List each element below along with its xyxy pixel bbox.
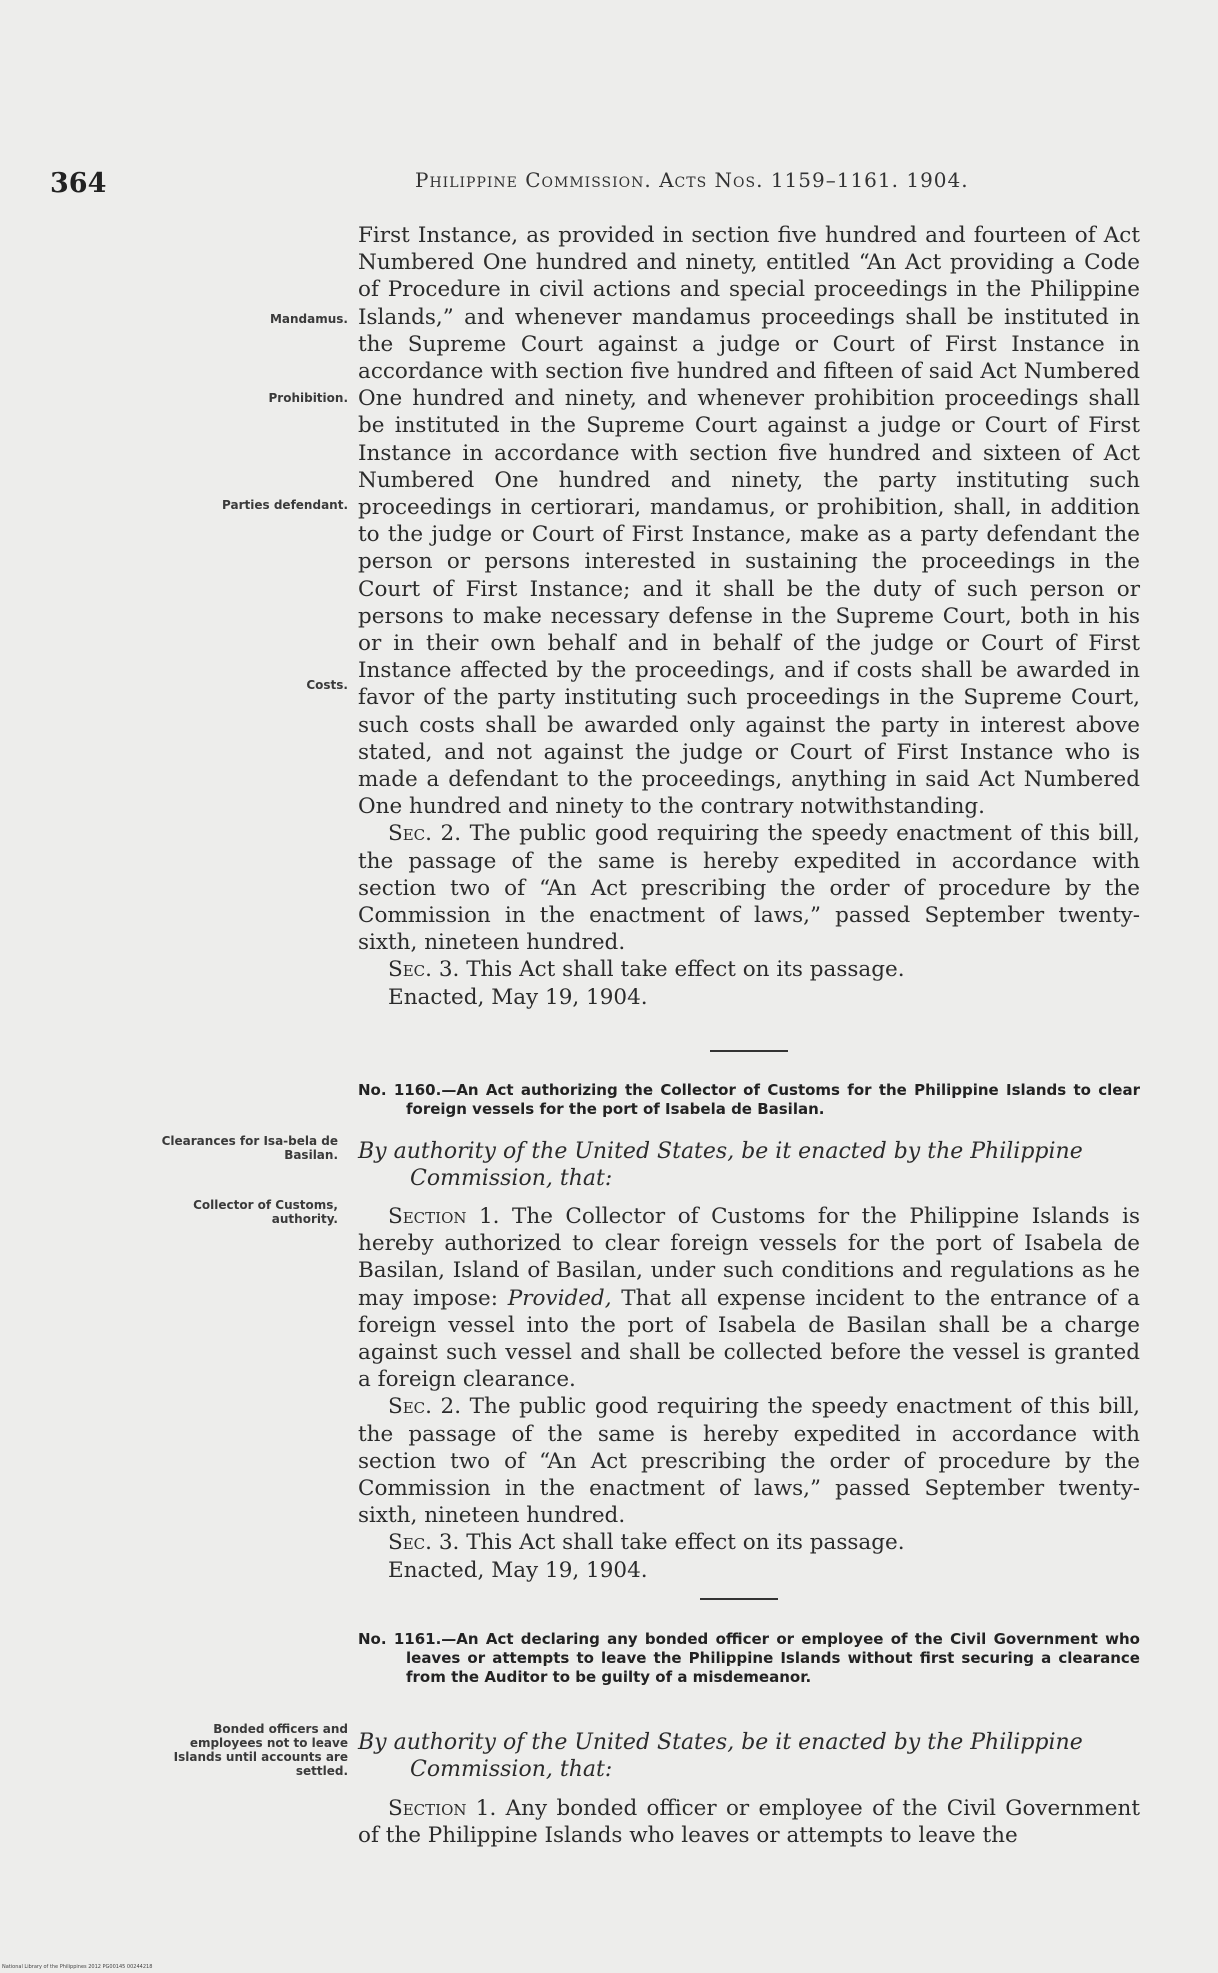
enacting-line-1: By authority of the United States, be it enacted by the Philippine bbox=[358, 1139, 1083, 1164]
sec-label: Section 1. bbox=[388, 1204, 500, 1229]
margin-note-costs: Costs. bbox=[306, 678, 348, 692]
margin-note-bonded: Bonded officers and employees not to leave Islands until accounts are settled. bbox=[173, 1722, 348, 1778]
footer-credit: National Library of the Philippines 2012 PG00145 00244218 bbox=[2, 1964, 153, 1970]
act-1160-heading bbox=[358, 1081, 1140, 1119]
act-1159-sec-2 bbox=[358, 820, 1140, 956]
sec-label: Sec. 3. bbox=[388, 1530, 460, 1556]
page-number: 364 bbox=[50, 168, 107, 199]
enacting-line-2: Commission, that: bbox=[410, 1757, 613, 1782]
sec-text: The public good requiring the speedy enactment of this bill, the passage of the same is hereby expedited in accordance with section two of “An Act prescribing the order of procedure by the Commission in the enactment of laws,” passed September twenty-sixth, nineteen hundred. bbox=[358, 1394, 1140, 1529]
enacting-line-1: By authority of the United States, be it enacted by the Philippine bbox=[358, 1730, 1083, 1755]
act-1159-sec-3 bbox=[358, 956, 1140, 983]
act-1160-body bbox=[358, 1203, 1140, 1584]
margin-note-prohibition: Prohibition. bbox=[268, 391, 348, 405]
act-1159-body bbox=[358, 222, 1140, 1011]
sec-text: That all expense incident to the entrance of a foreign vessel into the port of Isabela de Basilan shall be a charge against such vessel and shall be collected before the vessel is granted a foreign clearance. bbox=[358, 1285, 1140, 1393]
section-divider bbox=[710, 1050, 788, 1052]
sec-text: The public good requiring the speedy enactment of this bill, the passage of the same is hereby expedited in accordance with section two of “An Act prescribing the order of procedure by the Commission in the enactment of laws,” passed September twenty-sixth, nineteen hundred. bbox=[358, 821, 1140, 956]
act-1161-heading-text: No. 1161.—An Act declaring any bonded officer or employee of the Civil Government who leaves or attempts to leave the Philippine Islands without first securing a clearance from the Auditor to be guilty of a misdemeanor. bbox=[358, 1630, 1140, 1686]
act-1160-enacted: Enacted, May 19, 1904. bbox=[388, 1557, 648, 1583]
act-1160-heading-text: No. 1160.—An Act authorizing the Collector of Customs for the Philippine Islands to clear foreign vessels for the port of Isabela de Basilan. bbox=[358, 1081, 1140, 1118]
act-1159-para-1: First Instance, as provided in section five hundred and fourteen of Act Numbered One hundred and ninety, entitled “An Act providing a Code of Procedure in civil actions and special proceedings in the Philippine Islands,” and whenever mandamus proceedings shall be instituted in the Supreme Court against a judge or Court of First Instance in accordance with section five hundred and fifteen of said Act Numbered One hundred and ninety, and whenever prohibition proceedings shall be instituted in the Supreme Court against a judge or Court of First Instance in accordance with section five hundred and sixteen of Act Numbered One hundred and ninety, the party instituting such proceedings in certiorari, mandamus, or prohibition, shall, in addition to the judge or Court of First Instance, make as a party defendant the person or persons interested in sustaining the proceedings in the Court of First Instance; and it shall be the duty of such person or persons to make necessary defense in the Supreme Court, both in his or in their own behalf and in behalf of the judge or Court of First Instance affected by the proceedings, and if costs shall be awarded in favor of the party instituting such proceedings in the Supreme Court, such costs shall be awarded only against the party in interest above stated, and not against the judge or Court of First Instance who is made a defendant to the proceedings, anything in said Act Numbered One hundred and ninety to the contrary notwithstanding. bbox=[358, 223, 1140, 820]
enacting-line-2: Commission, that: bbox=[410, 1166, 613, 1191]
sec-text: This Act shall take effect on its passage. bbox=[466, 957, 905, 983]
act-1160-sec-2 bbox=[358, 1393, 1140, 1529]
act-1161-sec-1 bbox=[358, 1795, 1140, 1849]
act-1159-enacted: Enacted, May 19, 1904. bbox=[388, 984, 648, 1010]
margin-note-collector: Collector of Customs, authority. bbox=[193, 1198, 338, 1226]
act-1160-sec-3 bbox=[358, 1529, 1140, 1556]
sec-text: The Collector of Customs for the Philippine Islands is hereby authorized to clear foreign vessels for the port of Isabela de Basilan, Island of Basilan, under such conditions and regulations as he may impose: bbox=[358, 1204, 1140, 1311]
provided-term: Provided, bbox=[507, 1285, 612, 1311]
sec-label: Section 1. bbox=[388, 1796, 497, 1821]
sec-text: Any bonded officer or employee of the Civil Government of the Philippine Islands who leaves or attempts to leave the bbox=[358, 1796, 1140, 1849]
act-1160-sec-1 bbox=[358, 1203, 1140, 1393]
act-1161-enacting-clause bbox=[358, 1729, 1140, 1783]
act-1161-body bbox=[358, 1795, 1140, 1849]
sec-text: This Act shall take effect on its passage. bbox=[466, 1530, 905, 1556]
running-head: Philippine Commission. Acts Nos. 1159–1161. 1904. bbox=[415, 168, 969, 192]
section-divider bbox=[700, 1598, 778, 1600]
sec-label: Sec. 2. bbox=[388, 821, 462, 847]
sec-label: Sec. 2. bbox=[388, 1394, 462, 1420]
margin-note-mandamus: Mandamus. bbox=[269, 312, 348, 326]
act-1160-enacting-clause bbox=[358, 1138, 1140, 1192]
margin-note-clearances: Clearances for Isa-bela de Basilan. bbox=[161, 1134, 338, 1162]
act-1161-heading bbox=[358, 1630, 1140, 1687]
sec-label: Sec. 3. bbox=[388, 957, 460, 983]
margin-note-parties-defendant: Parties defendant. bbox=[222, 498, 348, 512]
